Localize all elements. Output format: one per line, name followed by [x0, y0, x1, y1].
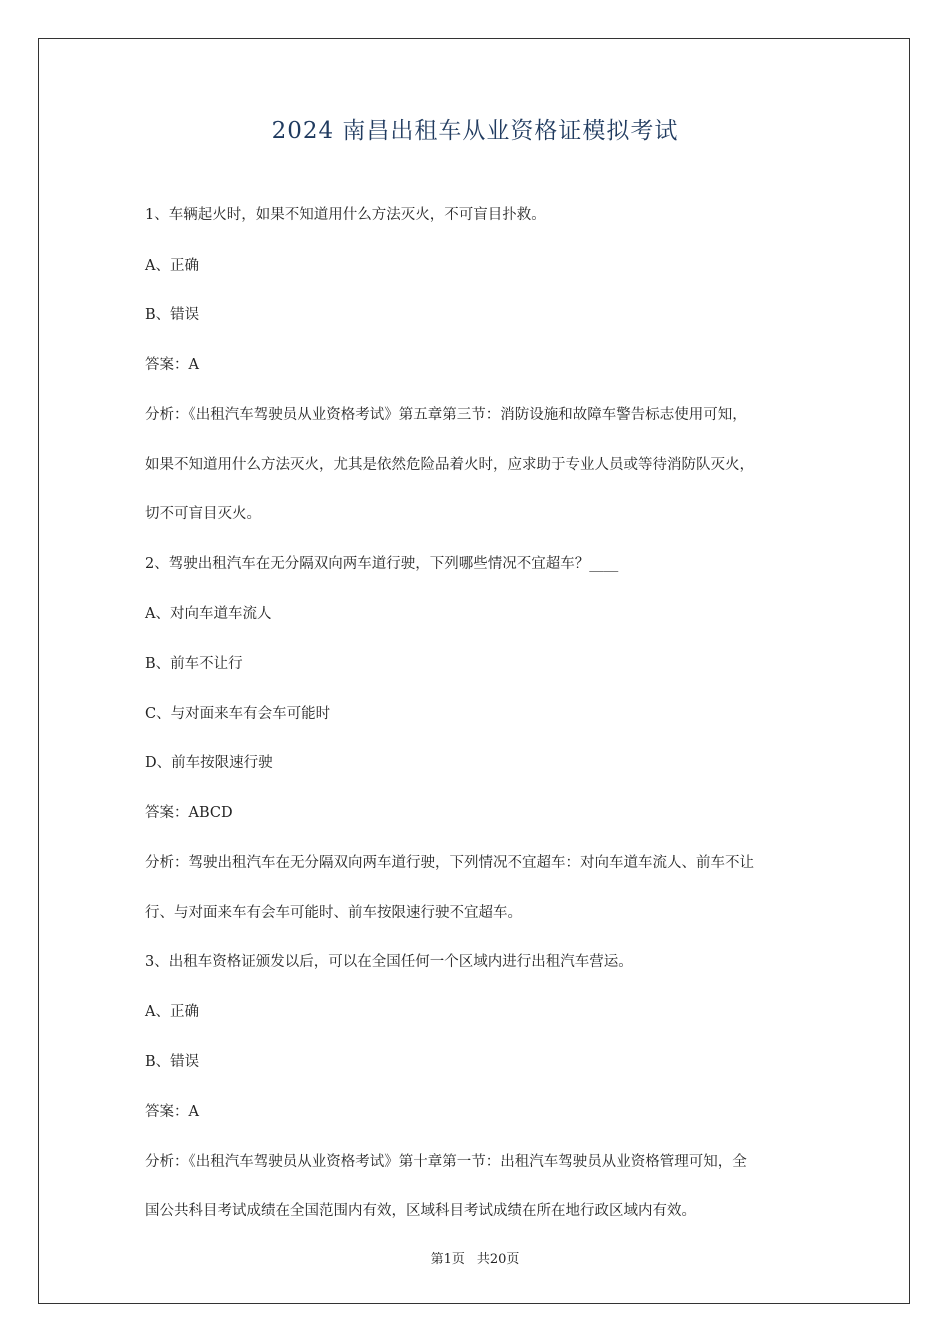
question-2-text: 2、驾驶出租汽车在无分隔双向两车道行驶，下列哪些情况不宜超车？____	[145, 556, 619, 572]
question-3-analysis-line-1: 分析：《出租汽车驾驶员从业资格考试》第十章第一节：出租汽车驾驶员从业资格管理可知，全	[145, 1154, 747, 1170]
question-1-answer: 答案：A	[145, 357, 199, 373]
question-1-option-a: A、正确	[145, 258, 199, 274]
question-1-text: 1、车辆起火时，如果不知道用什么方法灭火，不可盲目扑救。	[145, 207, 546, 223]
question-1-analysis-line-2: 如果不知道用什么方法灭火，尤其是依然危险品着火时，应求助于专业人员或等待消防队灭火，	[145, 457, 754, 473]
question-2-answer: 答案：ABCD	[145, 805, 233, 821]
question-2-option-a: A、对向车道车流人	[145, 606, 272, 622]
question-1-analysis-line-1: 分析：《出租汽车驾驶员从业资格考试》第五章第三节：消防设施和故障车警告标志使用可知，	[145, 407, 747, 423]
page-number: 第1页	[430, 1252, 465, 1267]
question-2-option-b: B、前车不让行	[145, 656, 243, 672]
question-1-option-b: B、错误	[145, 307, 200, 323]
question-3-text: 3、出租车资格证颁发以后，可以在全国任何一个区域内进行出租汽车营运。	[145, 954, 633, 970]
question-3-option-b: B、错误	[145, 1054, 200, 1070]
question-3-analysis-line-2: 国公共科目考试成绩在全国范围内有效，区域科目考试成绩在所在地行政区域内有效。	[145, 1203, 696, 1219]
question-2-option-d: D、前车按限速行驶	[145, 755, 273, 771]
page-total: 共20页	[476, 1252, 520, 1267]
question-1-analysis-line-3: 切不可盲目灭火。	[145, 506, 261, 522]
question-2-option-c: C、与对面来车有会车可能时	[145, 706, 331, 722]
question-2-analysis-line-1: 分析：驾驶出租汽车在无分隔双向两车道行驶，下列情况不宜超车：对向车道车流人、前车不让	[145, 855, 754, 871]
document-title: 2024 南昌出租车从业资格证模拟考试	[271, 118, 679, 144]
question-2-analysis-line-2: 行、与对面来车有会车可能时、前车按限速行驶不宜超车。	[145, 905, 522, 921]
question-3-option-a: A、正确	[145, 1004, 199, 1020]
question-3-answer: 答案：A	[145, 1104, 199, 1120]
page-footer	[0, 1248, 950, 1267]
